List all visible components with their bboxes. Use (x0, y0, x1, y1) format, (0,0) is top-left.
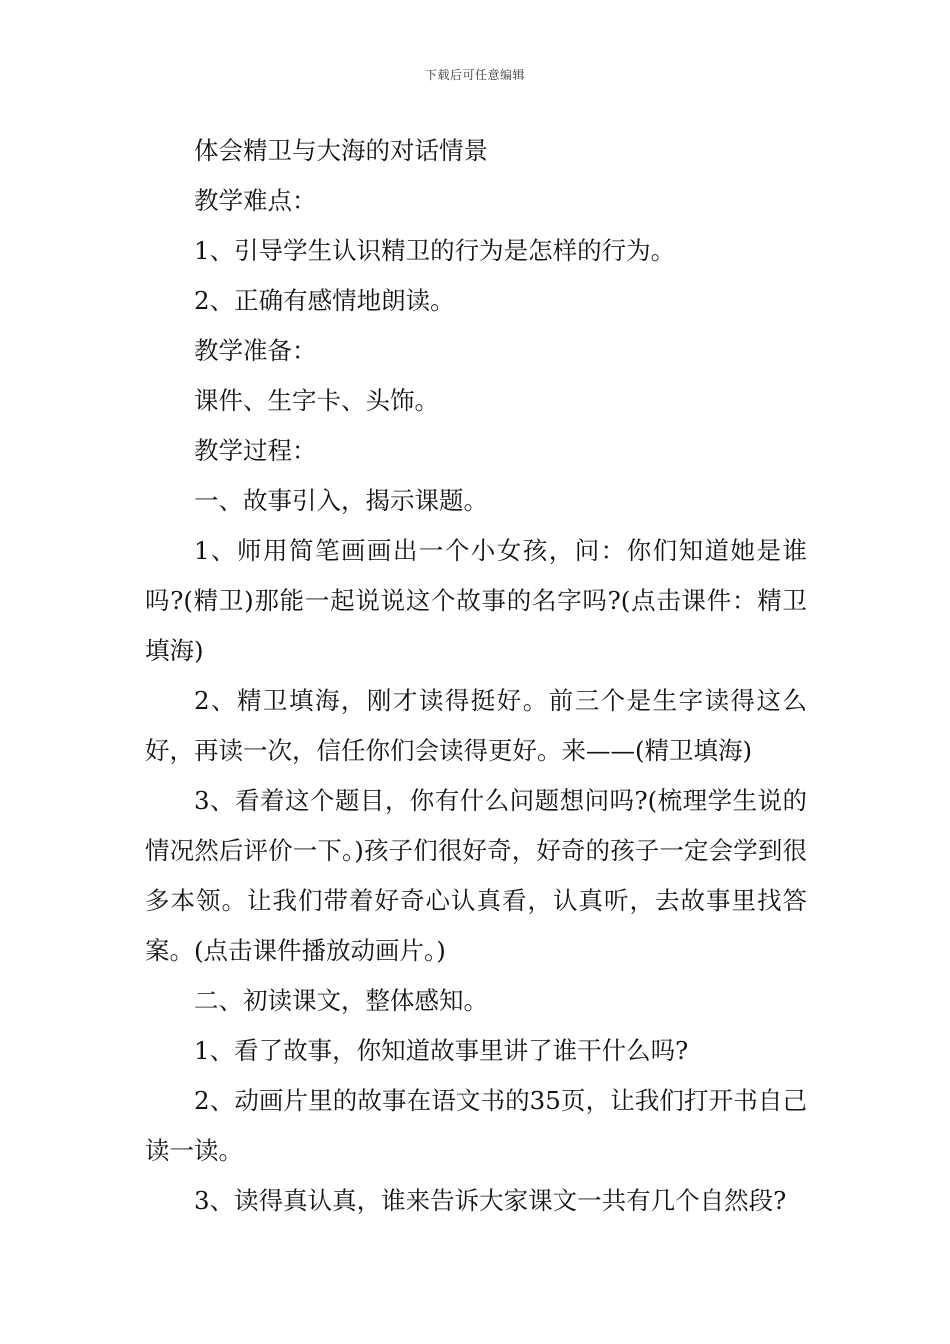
paragraph: 体会精卫与大海的对话情景 (194, 136, 488, 165)
paragraph: 3、看着这个题目，你有什么问题想问吗?(梳理学生说的情况然后评价一下。)孩子们很好奇，好奇的孩子一定会学到很多本领。让我们带着好奇心认真看，认真听，去故事里找答案。(点击课件播放动画片。) (145, 786, 807, 965)
section-heading: 教学准备： (194, 336, 317, 365)
header-note: 下载后可任意编辑 (424, 68, 525, 82)
document-body (145, 126, 807, 1226)
section-heading: 一、故事引入，揭示课题。 (194, 486, 488, 515)
section-heading: 二、初读课文，整体感知。 (194, 986, 488, 1015)
paragraph: 1、引导学生认识精卫的行为是怎样的行为。 (194, 236, 676, 265)
paragraph: 1、师用简笔画画出一个小女孩，问：你们知道她是谁吗?(精卫)那能一起说说这个故事的名字吗?(点击课件：精卫填海) (145, 536, 807, 665)
paragraph: 2、正确有感情地朗读。 (194, 286, 455, 315)
paragraph: 2、动画片里的故事在语文书的35页，让我们打开书自己读一读。 (145, 1086, 807, 1165)
section-heading: 教学难点： (194, 186, 317, 215)
paragraph: 1、看了故事，你知道故事里讲了谁干什么吗? (194, 1036, 689, 1065)
paragraph: 3、读得真认真，谁来告诉大家课文一共有几个自然段? (194, 1186, 787, 1215)
section-heading: 教学过程： (194, 436, 317, 465)
paragraph: 2、精卫填海，刚才读得挺好。前三个是生字读得这么好，再读一次，信任你们会读得更好。来——(精卫填海) (145, 686, 807, 765)
paragraph: 课件、生字卡、头饰。 (194, 386, 439, 415)
